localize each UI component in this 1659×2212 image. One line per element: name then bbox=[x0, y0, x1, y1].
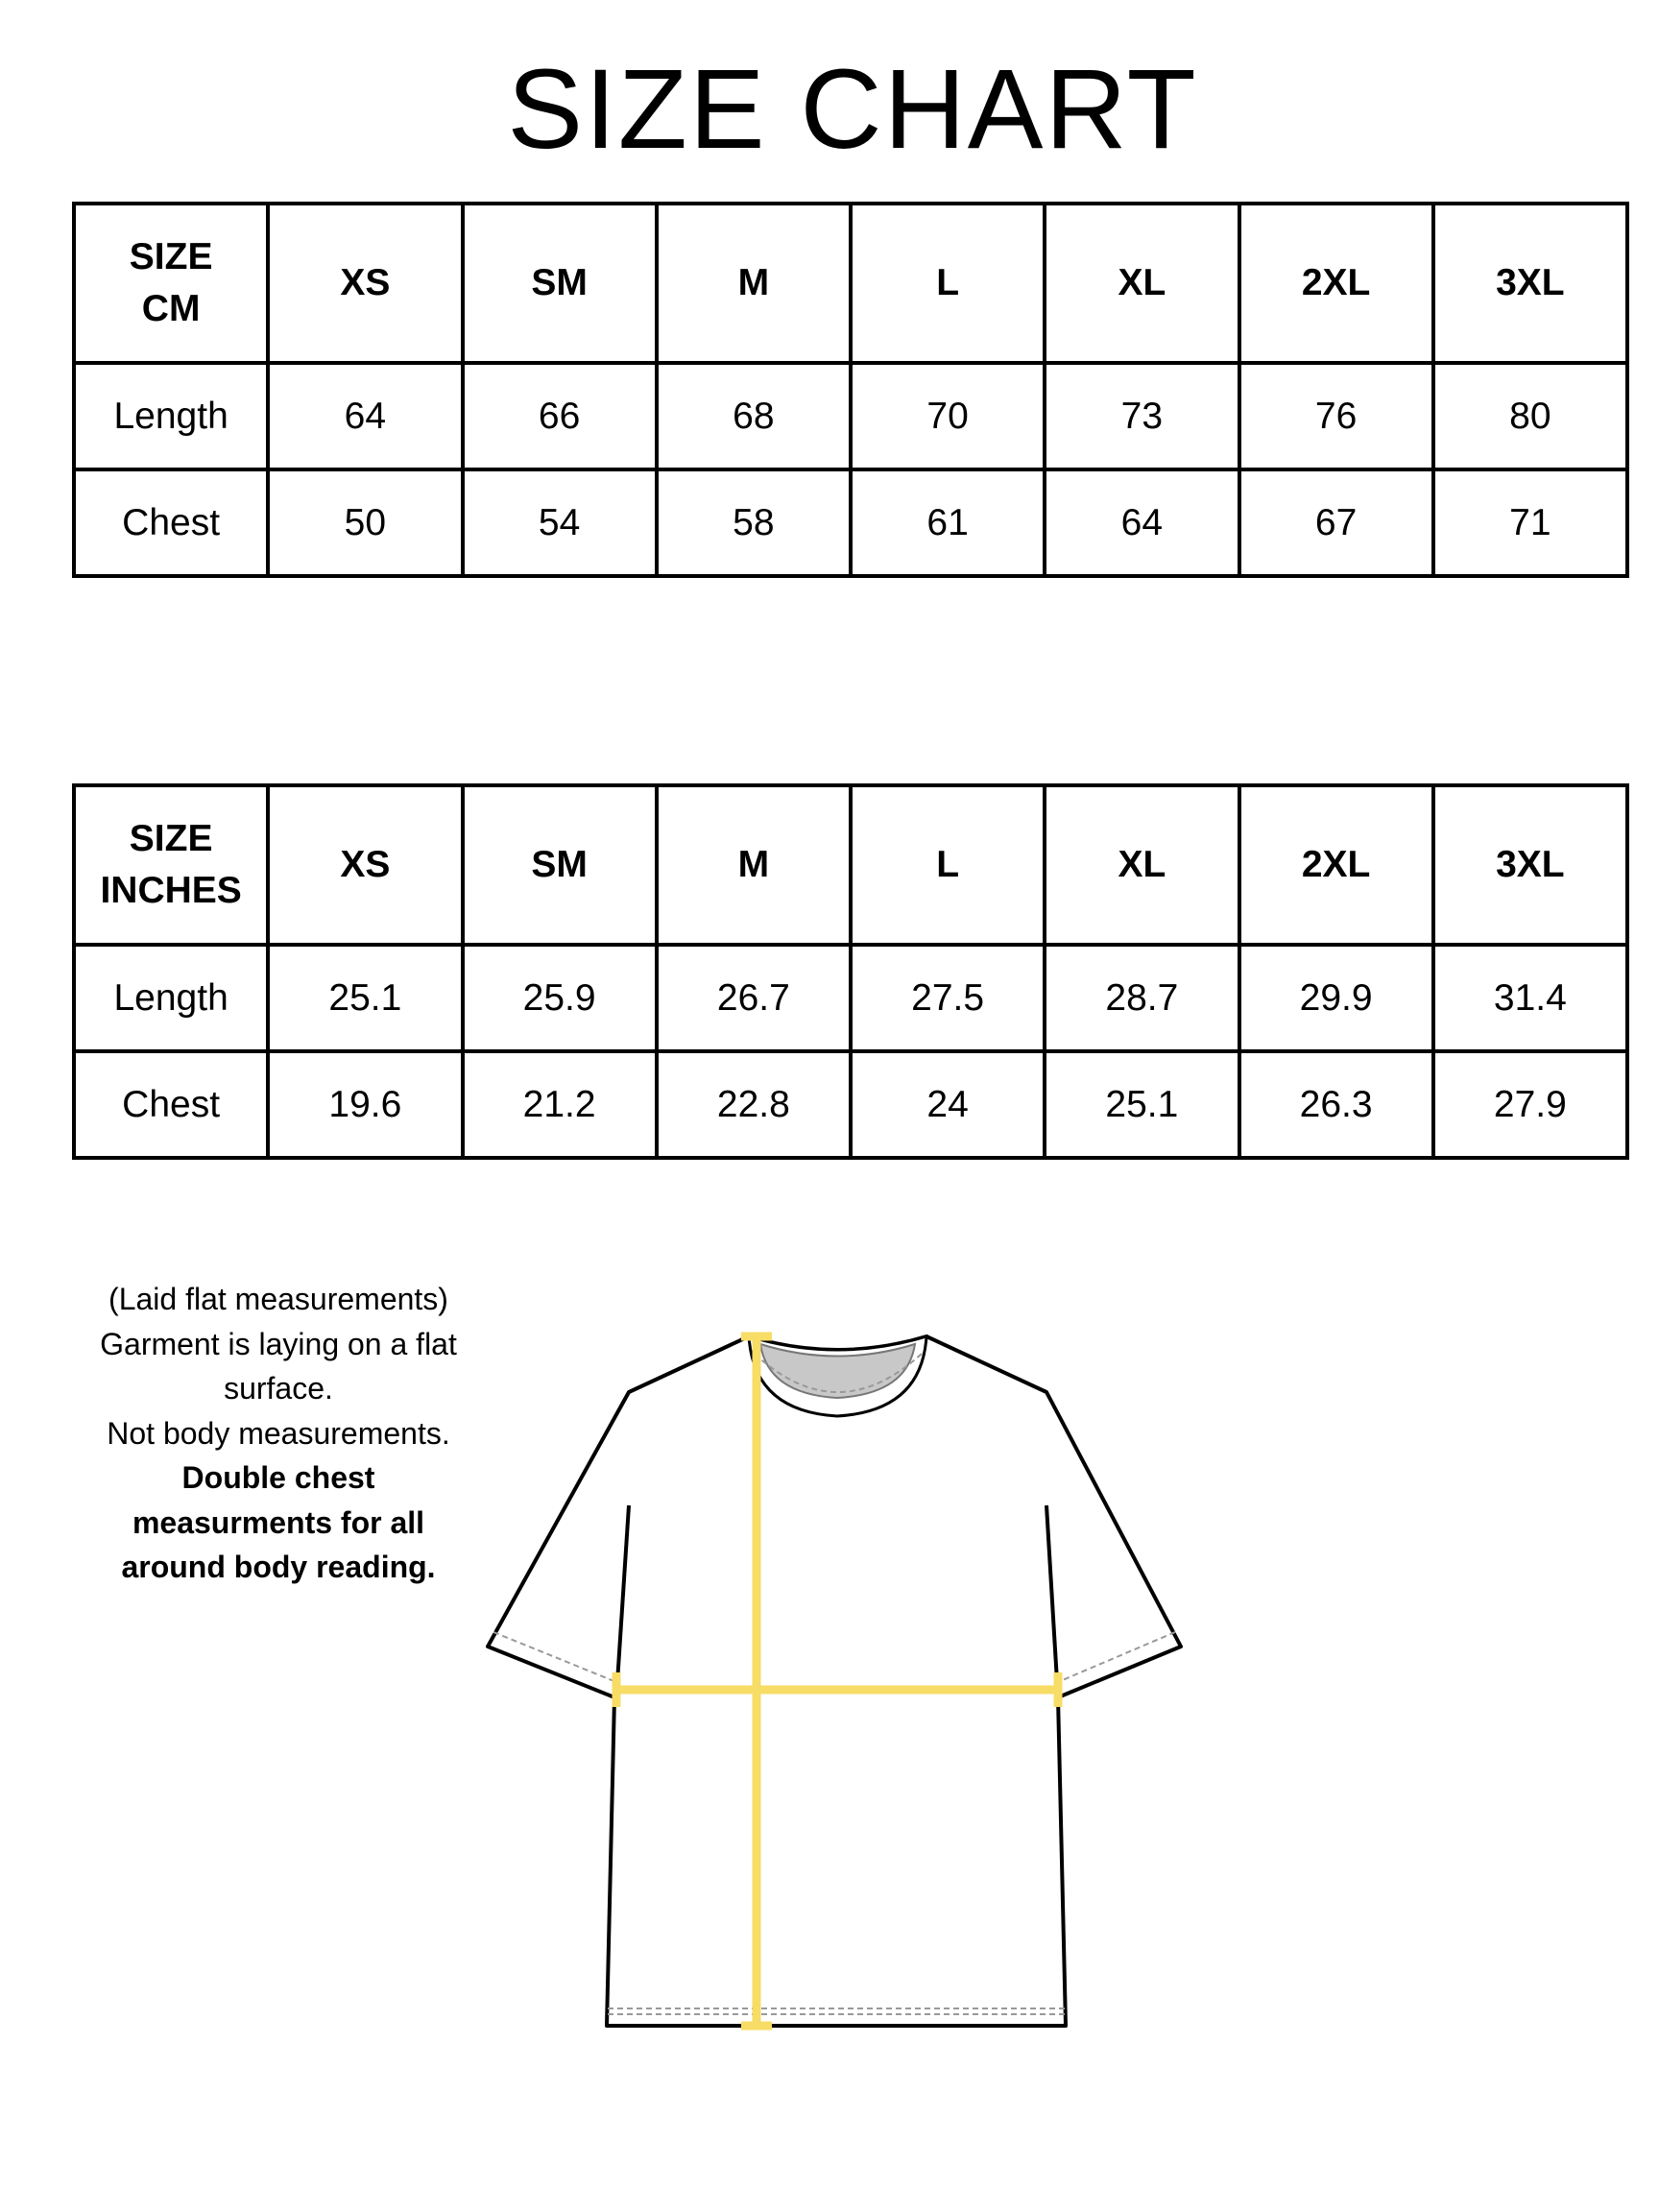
size-header: XS bbox=[268, 785, 462, 945]
table-cell: 31.4 bbox=[1433, 945, 1627, 1051]
page-title: SIZE CHART bbox=[507, 46, 1198, 173]
table-cell: 68 bbox=[657, 363, 851, 469]
table-row bbox=[74, 469, 1627, 576]
size-header: 2XL bbox=[1239, 204, 1433, 363]
size-table-inches bbox=[72, 783, 1629, 1160]
table-cell: 22.8 bbox=[657, 1051, 851, 1158]
note-line: (Laid flat measurements) bbox=[108, 1282, 448, 1316]
note-bold-line: measurments for all bbox=[132, 1504, 425, 1540]
header-label-cell bbox=[74, 204, 268, 363]
size-header: SM bbox=[463, 785, 657, 945]
table-row bbox=[74, 1051, 1627, 1158]
table-cell: 27.5 bbox=[851, 945, 1045, 1051]
size-header: SM bbox=[463, 204, 657, 363]
size-header: XL bbox=[1045, 785, 1238, 945]
header-label-line2: INCHES bbox=[100, 870, 242, 911]
note-line: Not body measurements. bbox=[107, 1415, 450, 1451]
table-cell: 61 bbox=[851, 469, 1045, 576]
table-cell: 76 bbox=[1239, 363, 1433, 469]
table-cell: 25.9 bbox=[463, 945, 657, 1051]
table-cell: 80 bbox=[1433, 363, 1627, 469]
size-header: XS bbox=[268, 204, 462, 363]
size-header: L bbox=[851, 785, 1045, 945]
note-bold-line: Double chest bbox=[181, 1460, 375, 1495]
table-cell: 71 bbox=[1433, 469, 1627, 576]
header-label-line1: SIZE bbox=[129, 818, 213, 859]
table-row bbox=[74, 363, 1627, 469]
table-cell: 64 bbox=[1045, 469, 1238, 576]
size-header: L bbox=[851, 204, 1045, 363]
size-header: 3XL bbox=[1433, 785, 1627, 945]
size-header: M bbox=[657, 785, 851, 945]
size-header: M bbox=[657, 204, 851, 363]
size-header: XL bbox=[1045, 204, 1238, 363]
table-cell: 25.1 bbox=[1045, 1051, 1238, 1158]
table-row bbox=[74, 945, 1627, 1051]
table-cell: 19.6 bbox=[268, 1051, 462, 1158]
note-line: Garment is laying on a flat bbox=[100, 1326, 457, 1361]
row-label: Chest bbox=[74, 1051, 268, 1158]
table-cell: 73 bbox=[1045, 363, 1238, 469]
header-label-cell bbox=[74, 785, 268, 945]
table-cell: 66 bbox=[463, 363, 657, 469]
table-cell: 54 bbox=[463, 469, 657, 576]
tshirt-outline bbox=[488, 1336, 1181, 2026]
table-cell: 25.1 bbox=[268, 945, 462, 1051]
table-cell: 28.7 bbox=[1045, 945, 1238, 1051]
size-header: 2XL bbox=[1239, 785, 1433, 945]
table-cell: 58 bbox=[657, 469, 851, 576]
table-cell: 26.3 bbox=[1239, 1051, 1433, 1158]
table-cell: 64 bbox=[268, 363, 462, 469]
size-table-cm bbox=[72, 202, 1629, 578]
table-header-row bbox=[74, 204, 1627, 363]
table-cell: 27.9 bbox=[1433, 1051, 1627, 1158]
measurement-notes bbox=[58, 1277, 499, 1590]
table-cell: 67 bbox=[1239, 469, 1433, 576]
row-label: Length bbox=[74, 363, 268, 469]
size-header: 3XL bbox=[1433, 204, 1627, 363]
header-label-line2: CM bbox=[141, 288, 201, 329]
row-label: Length bbox=[74, 945, 268, 1051]
header-label-line1: SIZE bbox=[129, 236, 213, 277]
row-label: Chest bbox=[74, 469, 268, 576]
table-header-row bbox=[74, 785, 1627, 945]
table-cell: 21.2 bbox=[463, 1051, 657, 1158]
note-line: surface. bbox=[224, 1371, 333, 1406]
table-cell: 50 bbox=[268, 469, 462, 576]
table-cell: 70 bbox=[851, 363, 1045, 469]
tshirt-illustration bbox=[470, 1315, 1219, 2045]
table-cell: 24 bbox=[851, 1051, 1045, 1158]
table-cell: 29.9 bbox=[1239, 945, 1433, 1051]
table-cell: 26.7 bbox=[657, 945, 851, 1051]
note-bold-line: around body reading. bbox=[121, 1550, 436, 1584]
